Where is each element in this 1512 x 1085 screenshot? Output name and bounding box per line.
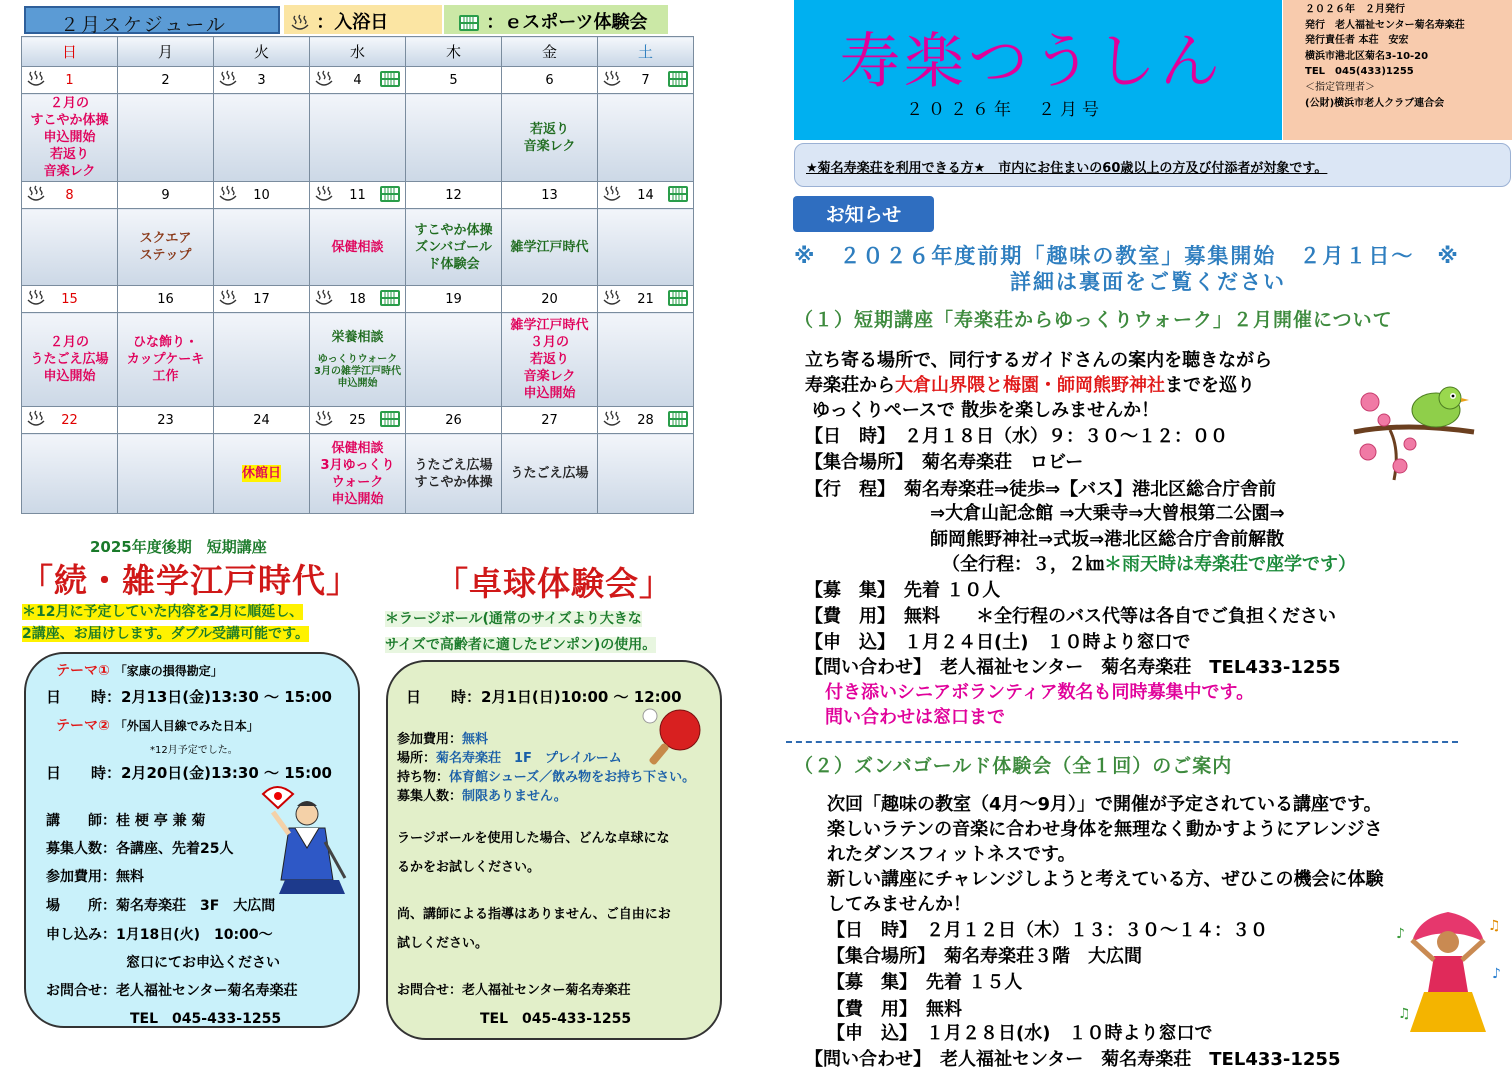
calendar-date-number: 24 bbox=[253, 412, 270, 428]
calendar-date-number: 13 bbox=[541, 187, 558, 203]
calendar-date-cell bbox=[598, 407, 694, 434]
calendar-date-cell bbox=[502, 182, 598, 209]
walk-date: 【日 時】 ２月１８日（水）９：３０～１２：００ bbox=[805, 426, 1228, 447]
edo-subtitle: 2025年度後期 短期講座 bbox=[90, 538, 267, 556]
calendar-event-cell bbox=[22, 209, 118, 286]
calendar-date-number: 18 bbox=[349, 291, 366, 307]
esports-icon bbox=[458, 14, 480, 32]
calendar-date-cell bbox=[214, 407, 310, 434]
calendar-event-text: うたごえ広場 bbox=[414, 457, 493, 473]
onsen-icon bbox=[290, 14, 310, 32]
calendar-date-cell bbox=[118, 182, 214, 209]
calendar-event-cell bbox=[22, 94, 118, 182]
publisher-info-line: ＜指定管理者＞ bbox=[1305, 81, 1375, 93]
calendar-event-text: ひな飾り・ bbox=[132, 335, 198, 350]
calendar-date-number: 27 bbox=[541, 412, 558, 428]
tabletennis-items-label: 持ち物： bbox=[397, 770, 450, 785]
walk-route2: ⇒大倉山記念館 ⇒大乗寺⇒大曾根第二公園⇒ bbox=[930, 503, 1285, 524]
calendar-date-cell bbox=[118, 286, 214, 313]
calendar-event-cell bbox=[598, 209, 694, 286]
esports-icon bbox=[667, 185, 689, 203]
onsen-icon bbox=[218, 70, 238, 88]
calendar-event-text: 若返り bbox=[529, 121, 569, 137]
calendar-date-row bbox=[22, 182, 694, 209]
publisher-info bbox=[1283, 0, 1512, 140]
calendar-event-text: 音楽レク bbox=[523, 369, 576, 384]
calendar-date-number: 21 bbox=[637, 291, 654, 307]
edo-date2: 日 時：2月20日(金)13:30 ～ 15:00 bbox=[46, 764, 332, 782]
calendar-date-number: 7 bbox=[641, 72, 650, 88]
weekday-header-row bbox=[22, 37, 694, 67]
zumba-date: 【日 時】 ２月１２日（木）１３：３０～１４：３０ bbox=[827, 920, 1268, 941]
edo-fee: 参加費用：無料 bbox=[46, 869, 144, 885]
calendar-event-cell bbox=[22, 313, 118, 407]
walk-line2-b: 大倉山界隈と梅園・師岡熊野神社 bbox=[895, 375, 1165, 396]
calendar-event-text: 雑学江戸時代 bbox=[510, 239, 589, 255]
walk-line3: ゆっくりペースで 散歩を楽しみませんか！ bbox=[812, 400, 1160, 421]
zumba-meet: 【集合場所】 菊名寿楽荘３階 大広間 bbox=[827, 946, 1142, 967]
calendar-event-cell bbox=[406, 434, 502, 514]
calendar-date-number: 19 bbox=[445, 291, 462, 307]
svg-text:♫: ♫ bbox=[1398, 1006, 1411, 1022]
calendar-date-number: 22 bbox=[61, 412, 78, 428]
calendar-date-cell bbox=[598, 286, 694, 313]
zumba-recruit: 【募 集】 先着 １５人 bbox=[827, 972, 1023, 993]
legend-esports bbox=[444, 5, 668, 34]
calendar-event-row bbox=[22, 434, 694, 514]
calendar-event-cell bbox=[598, 313, 694, 407]
calendar-event-text: 若返り bbox=[49, 147, 89, 162]
publisher-info-line: 発行 老人福祉センター菊名寿楽荘 bbox=[1305, 19, 1465, 31]
tabletennis-note-line2: サイズで高齢者に適したピンポン)の使用。 bbox=[385, 637, 657, 653]
announcement-line1: ※ ２０２６年度前期「趣味の教室」募集開始 ２月１日～ ※ bbox=[794, 244, 1460, 268]
calendar-date-cell bbox=[22, 286, 118, 313]
esports-icon bbox=[379, 289, 401, 307]
calendar-date-number: 25 bbox=[349, 412, 366, 428]
edo-note bbox=[22, 601, 365, 645]
calendar-title: ２月スケジュール bbox=[24, 6, 280, 34]
notice-badge: お知らせ bbox=[793, 196, 934, 232]
calendar-event-text: 3月ゆっくり bbox=[320, 457, 395, 473]
zumba-line4: 新しい講座にチャレンジしようと考えている方、ぜひこの機会に体験 bbox=[827, 869, 1384, 890]
calendar-date-number: 4 bbox=[353, 72, 362, 88]
walk-volunteer1: 付き添いシニアボランティア数名も同時募集中です。 bbox=[825, 682, 1255, 703]
calendar-event-text: 雑学江戸時代 bbox=[510, 318, 589, 333]
edo-theme2-text: 「外国人目線でみた日本」 bbox=[114, 719, 259, 733]
calendar-event-text: ド体験会 bbox=[427, 256, 480, 272]
publisher-info-line: TEL 045(433)1255 bbox=[1305, 66, 1414, 78]
walk-route4-b: ＊雨天時は寿楽荘で座学です） bbox=[1104, 554, 1356, 575]
edo-contact: お問合せ：老人福祉センター菊名寿楽荘 bbox=[46, 983, 298, 999]
newsletter-issue: ２０２６年 ２月号 bbox=[906, 100, 1104, 120]
esports-icon bbox=[379, 410, 401, 428]
calendar-event-text: 申込開始 bbox=[43, 130, 96, 145]
section-divider bbox=[786, 741, 1458, 743]
tabletennis-place bbox=[397, 750, 622, 768]
calendar-date-cell bbox=[118, 407, 214, 434]
esports-icon bbox=[667, 70, 689, 88]
tabletennis-fee-label: 参加費用： bbox=[397, 732, 463, 747]
calendar-event-text: うたごえ広場 bbox=[510, 466, 589, 481]
tabletennis-desc1: ラージボールを使用した場合、どんな卓球にな bbox=[397, 831, 670, 846]
zumba-line3: れたダンスフィットネスです。 bbox=[827, 844, 1076, 865]
edo-theme2-label: テーマ② bbox=[56, 718, 110, 734]
calendar-event-text: カップケーキ bbox=[126, 352, 205, 367]
esports-icon bbox=[667, 410, 689, 428]
calendar-event-cell bbox=[310, 94, 406, 182]
esports-icon bbox=[379, 185, 401, 203]
calendar-event-cell bbox=[310, 313, 406, 407]
calendar-event-cell bbox=[502, 434, 598, 514]
calendar-event-cell bbox=[118, 313, 214, 407]
onsen-icon bbox=[602, 410, 622, 428]
calendar-event-text: 栄養相談 bbox=[331, 330, 384, 345]
calendar-event-cell bbox=[502, 313, 598, 407]
calendar-date-number: 17 bbox=[253, 291, 270, 307]
zumba-heading: （２）ズンバゴールド体験会（全１回）のご案内 bbox=[794, 755, 1233, 777]
walk-route3: 師岡熊野神社⇒式坂⇒港北区総合庁舎前解散 bbox=[930, 529, 1285, 550]
tabletennis-desc4: 試しください。 bbox=[397, 936, 489, 951]
walk-route1: 【行 程】 菊名寿楽荘⇒徒歩⇒【バス】港北区総合庁舎前 bbox=[805, 479, 1277, 500]
onsen-icon bbox=[314, 410, 334, 428]
calendar-date-number: 10 bbox=[253, 187, 270, 203]
walk-recruit: 【募 集】 先着 １０人 bbox=[805, 580, 1001, 601]
onsen-icon bbox=[218, 289, 238, 307]
calendar-event-text bbox=[310, 346, 405, 354]
tabletennis-capacity-value: 制限ありません。 bbox=[462, 789, 567, 804]
calendar-date-number: 11 bbox=[349, 187, 366, 203]
walk-line2 bbox=[805, 374, 1255, 399]
calendar-event-cell bbox=[118, 209, 214, 286]
calendar-date-number: 20 bbox=[541, 291, 558, 307]
calendar-event-text: 工作 bbox=[152, 369, 179, 384]
calendar-event-text: 保健相談 bbox=[331, 440, 384, 456]
calendar-event-cell bbox=[118, 434, 214, 514]
calendar-date-cell bbox=[406, 286, 502, 313]
calendar-date-cell bbox=[22, 407, 118, 434]
tabletennis-place-value: 菊名寿楽荘 1F プレイルーム bbox=[436, 751, 622, 766]
calendar-date-cell bbox=[406, 407, 502, 434]
publisher-info-line: (公財)横浜市老人クラブ連合会 bbox=[1305, 97, 1445, 109]
calendar-event-text: 3月の雑学江戸時代 bbox=[314, 366, 401, 377]
weekday-mon: 月 bbox=[118, 37, 214, 67]
edo-theme1-text: 「家康の損得勘定」 bbox=[114, 664, 223, 678]
calendar-date-number: 23 bbox=[157, 412, 174, 428]
calendar-date-row bbox=[22, 286, 694, 313]
svg-text:♫: ♫ bbox=[1488, 918, 1501, 934]
weekday-wed: 水 bbox=[310, 37, 406, 67]
calendar-event-row bbox=[22, 209, 694, 286]
edo-date1: 日 時：2月13日(金)13:30 ～ 15:00 bbox=[46, 688, 332, 706]
zumba-fee: 【費 用】 無料 bbox=[827, 999, 962, 1020]
legend-onsen-label: ：入浴日 bbox=[316, 12, 389, 33]
edo-tel: TEL 045-433-1255 bbox=[130, 1011, 282, 1027]
tabletennis-items-value: 体育館シューズ／飲み物をお持ち下さい。 bbox=[449, 770, 696, 785]
walk-apply: 【申 込】 １月２４日(土) １０時より窓口で bbox=[805, 632, 1191, 653]
walk-volunteer2: 問い合わせは窓口まで bbox=[825, 707, 1005, 728]
calendar-event-cell bbox=[310, 209, 406, 286]
calendar-event-text: ２月の bbox=[49, 96, 89, 111]
legend-onsen bbox=[284, 5, 442, 34]
calendar-event-text: ゆっくりウォーク bbox=[317, 354, 398, 365]
calendar-date-number: 8 bbox=[65, 187, 74, 203]
walk-route4-a: （全行程：３，２㎞ bbox=[942, 554, 1104, 575]
zumba-line5: してみませんか！ bbox=[827, 894, 971, 915]
calendar-date-number: 12 bbox=[445, 187, 462, 203]
calendar-event-text: ズンバゴール bbox=[415, 239, 492, 255]
edo-capacity: 募集人数：各講座、先着25人 bbox=[46, 841, 234, 857]
calendar-date-cell bbox=[22, 67, 118, 94]
calendar-date-row bbox=[22, 67, 694, 94]
calendar-event-cell bbox=[502, 94, 598, 182]
svg-text:♪: ♪ bbox=[1396, 926, 1405, 942]
calendar-event-text: 申込開始 bbox=[337, 378, 378, 389]
calendar-event-text: 休館日 bbox=[241, 466, 281, 481]
svg-text:♪: ♪ bbox=[1492, 966, 1501, 982]
tabletennis-capacity-label: 募集人数： bbox=[397, 789, 463, 804]
onsen-icon bbox=[26, 185, 46, 203]
tabletennis-place-label: 場所： bbox=[397, 751, 437, 766]
weekday-sat: 土 bbox=[598, 37, 694, 67]
calendar-event-row bbox=[22, 313, 694, 407]
weekday-fri: 金 bbox=[502, 37, 598, 67]
tabletennis-contact: お問合せ：老人福祉センター菊名寿楽荘 bbox=[397, 983, 631, 998]
calendar-event-text: 若返り bbox=[529, 352, 569, 367]
publisher-info-line: 横浜市港北区菊名3-10-20 bbox=[1305, 50, 1429, 62]
ping-pong-paddle-icon bbox=[640, 706, 708, 768]
calendar-date-row bbox=[22, 407, 694, 434]
walk-route4 bbox=[942, 553, 1356, 578]
calendar-event-cell bbox=[406, 313, 502, 407]
calendar-date-number: 28 bbox=[637, 412, 654, 428]
zumba-apply: 【申 込】 １月２８日(水) １０時より窓口で bbox=[827, 1023, 1213, 1044]
calendar-date-number: 1 bbox=[65, 72, 74, 88]
onsen-icon bbox=[602, 70, 622, 88]
onsen-icon bbox=[26, 410, 46, 428]
calendar-date-cell bbox=[310, 286, 406, 313]
edo-lecturer: 講 師：桂 梗 亭 兼 菊 bbox=[46, 813, 206, 829]
calendar-date-cell bbox=[214, 182, 310, 209]
tabletennis-note bbox=[385, 606, 725, 658]
edo-theme2 bbox=[56, 717, 259, 735]
calendar-date-number: 15 bbox=[61, 291, 78, 307]
calendar-event-cell bbox=[406, 209, 502, 286]
tabletennis-capacity bbox=[397, 788, 567, 806]
walk-contact: 【問い合わせ】 老人福祉センター 菊名寿楽荘 TEL433-1255 bbox=[805, 657, 1341, 678]
calendar-date-number: 16 bbox=[157, 291, 174, 307]
tabletennis-date: 日 時：2月1日(日)10:00 ～ 12:00 bbox=[406, 688, 682, 706]
calendar-date-cell bbox=[310, 182, 406, 209]
samurai-illustration bbox=[255, 782, 350, 897]
calendar-date-cell bbox=[502, 286, 598, 313]
calendar-event-cell bbox=[310, 434, 406, 514]
calendar-event-text: すこやか体操 bbox=[414, 474, 493, 490]
bird-plum-illustration bbox=[1350, 372, 1480, 484]
edo-note-line1: ＊12月に予定していた内容を2月に順延し、 bbox=[22, 604, 304, 620]
onsen-icon bbox=[314, 185, 334, 203]
calendar-event-row bbox=[22, 94, 694, 182]
walk-heading: （１）短期講座「寿楽荘からゆっくりウォーク」２月開催について bbox=[794, 309, 1393, 331]
publisher-info-line: 発行責任者 本荘 安宏 bbox=[1305, 35, 1409, 47]
weekday-sun: 日 bbox=[22, 37, 118, 67]
calendar-event-text: 保健相談 bbox=[331, 239, 384, 255]
calendar-event-text: 音楽レク bbox=[43, 164, 96, 179]
edo-apply-window: 窓口にてお申込ください bbox=[126, 955, 280, 971]
zumba-contact: 【問い合わせ】 老人福祉センター 菊名寿楽荘 TEL433-1255 bbox=[805, 1049, 1341, 1070]
calendar-event-text: ３月の bbox=[529, 335, 569, 350]
calendar-date-cell bbox=[502, 407, 598, 434]
calendar-event-cell bbox=[22, 434, 118, 514]
onsen-icon bbox=[26, 289, 46, 307]
edo-theme1 bbox=[56, 662, 223, 680]
onsen-icon bbox=[314, 289, 334, 307]
onsen-icon bbox=[218, 185, 238, 203]
eligibility-text: ★菊名寿楽荘を利用できる方★ 市内にお住まいの60歳以上の方及び付添者が対象です。 bbox=[806, 161, 1328, 176]
tabletennis-desc2: るかをお試しください。 bbox=[397, 860, 541, 875]
calendar-date-number: 6 bbox=[545, 72, 554, 88]
calendar-event-text: すこやか体操 bbox=[30, 113, 109, 128]
publisher-info-line: ２０２６年 ２月発行 bbox=[1305, 4, 1405, 15]
tabletennis-title: 「卓球体験会」 bbox=[435, 564, 673, 603]
calendar-date-cell bbox=[118, 67, 214, 94]
calendar-date-cell bbox=[22, 182, 118, 209]
walk-line1: 立ち寄る場所で、同行するガイドさんの案内を聴きながら bbox=[805, 350, 1273, 371]
esports-icon bbox=[379, 70, 401, 88]
calendar-date-number: 2 bbox=[161, 72, 170, 88]
calendar-event-text: 申込開始 bbox=[523, 386, 576, 401]
edo-apply: 申し込み：1月18日(火) 10:00～ bbox=[46, 927, 273, 943]
calendar-event-text: ウォーク bbox=[331, 474, 384, 490]
calendar-event-cell bbox=[214, 434, 310, 514]
calendar-event-cell bbox=[214, 209, 310, 286]
calendar-date-number: 26 bbox=[445, 412, 462, 428]
newsletter-title: 寿楽つうしん bbox=[840, 27, 1224, 97]
calendar-event-cell bbox=[214, 313, 310, 407]
edo-theme1-label: テーマ① bbox=[56, 663, 110, 679]
calendar-event-cell bbox=[214, 94, 310, 182]
tabletennis-fee-value: 無料 bbox=[462, 732, 489, 747]
calendar-event-cell bbox=[598, 434, 694, 514]
samba-dancer-illustration bbox=[1392, 908, 1504, 1038]
tabletennis-items bbox=[397, 769, 695, 787]
calendar-event-text: すこやか体操 bbox=[414, 222, 493, 238]
calendar-date-number: 3 bbox=[257, 72, 266, 88]
calendar-event-text: ２月の bbox=[49, 335, 89, 350]
calendar-date-cell bbox=[598, 67, 694, 94]
calendar-date-cell bbox=[406, 182, 502, 209]
calendar-event-cell bbox=[502, 209, 598, 286]
walk-line2-c: までを巡り bbox=[1165, 375, 1255, 396]
onsen-icon bbox=[602, 185, 622, 203]
weekday-thu: 木 bbox=[406, 37, 502, 67]
calendar-date-cell bbox=[406, 67, 502, 94]
calendar-date-number: 9 bbox=[161, 187, 170, 203]
calendar-event-text: うたごえ広場 bbox=[30, 352, 109, 367]
calendar-event-text: 申込開始 bbox=[331, 491, 384, 507]
walk-meet: 【集合場所】 菊名寿楽荘 ロビー bbox=[805, 452, 1084, 473]
tabletennis-note-line1: ＊ラージボール(通常のサイズより大きな bbox=[385, 611, 642, 627]
calendar-event-text: ステップ bbox=[139, 248, 192, 263]
calendar-date-cell bbox=[502, 67, 598, 94]
edo-theme2-note: *12月予定でした。 bbox=[150, 745, 238, 756]
edo-title: 「続・雑学江戸時代」 bbox=[20, 561, 360, 600]
calendar-event-text: 申込開始 bbox=[43, 369, 96, 384]
calendar-date-cell bbox=[214, 67, 310, 94]
edo-place: 場 所：菊名寿楽荘 3F 大広間 bbox=[46, 898, 276, 914]
tabletennis-desc3: 尚、講師による指導はありません、ご自由にお bbox=[397, 907, 671, 922]
onsen-icon bbox=[602, 289, 622, 307]
tabletennis-tel: TEL 045-433-1255 bbox=[480, 1011, 632, 1027]
calendar-date-cell bbox=[598, 182, 694, 209]
calendar-event-cell bbox=[406, 94, 502, 182]
calendar-date-number: 14 bbox=[637, 187, 654, 203]
calendar-event-text: 音楽レク bbox=[523, 138, 576, 154]
tabletennis-fee bbox=[397, 731, 488, 749]
edo-note-line2: 2講座、お届けします。ダブル受講可能です。 bbox=[22, 626, 309, 642]
legend-esports-label: ：ｅスポーツ体験会 bbox=[486, 12, 648, 33]
walk-line2-a: 寿楽荘から bbox=[805, 375, 895, 396]
esports-icon bbox=[667, 289, 689, 307]
calendar-date-number: 5 bbox=[449, 72, 458, 88]
calendar-event-cell bbox=[598, 94, 694, 182]
calendar-date-cell bbox=[310, 67, 406, 94]
zumba-line1: 次回「趣味の教室（4月～9月）」で開催が予定されている講座です。 bbox=[827, 794, 1382, 815]
calendar-date-cell bbox=[310, 407, 406, 434]
calendar-date-cell bbox=[214, 286, 310, 313]
zumba-line2: 楽しいラテンの音楽に合わせ身体を無理なく動かすようにアレンジさ bbox=[827, 819, 1383, 840]
calendar-event-text: スクエア bbox=[139, 231, 192, 246]
onsen-icon bbox=[26, 70, 46, 88]
calendar-event-cell bbox=[118, 94, 214, 182]
calendar-table bbox=[21, 36, 694, 514]
weekday-tue: 火 bbox=[214, 37, 310, 67]
onsen-icon bbox=[314, 70, 334, 88]
announcement-line2: 詳細は裏面をご覧ください bbox=[1010, 270, 1286, 294]
walk-fee: 【費 用】 無料 ＊全行程のバス代等は各自でご負担ください bbox=[805, 606, 1336, 627]
